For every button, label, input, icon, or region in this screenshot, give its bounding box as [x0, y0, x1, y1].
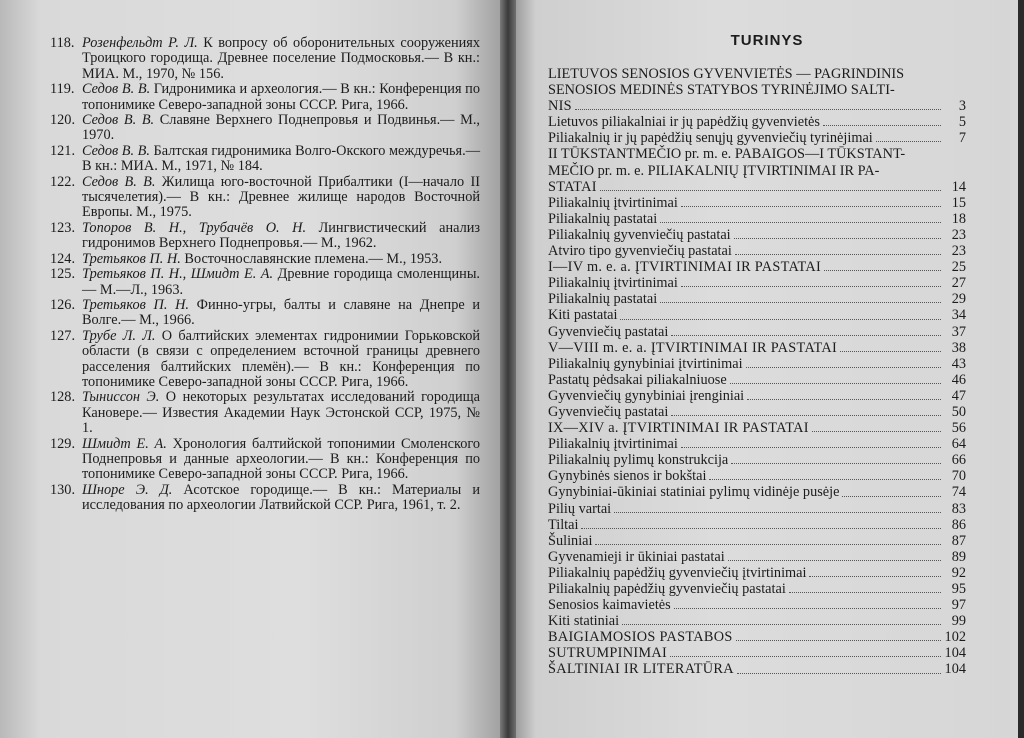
toc-entry: [548, 404, 966, 420]
toc-entry-title: Piliakalnių papėdžių gyvenviečių pastatai: [548, 581, 786, 597]
toc-entry-title: Piliakalnių įtvirtinimai: [548, 194, 678, 211]
toc-entry-title: Gyvenviečių pastatai: [548, 323, 669, 340]
toc-leader-dots: [709, 479, 941, 480]
toc-page-number: 23: [951, 243, 966, 260]
toc-entry-title: STATAI: [548, 178, 597, 195]
toc-leader-dots: [812, 431, 941, 432]
bibliography-entry: [50, 175, 480, 221]
entry-author: Трубе Л. Л.: [82, 327, 156, 344]
entry-citation: Жилища юго-восточной Прибалтики (I—начало II тысячелетия).— В кн.: Древнее жилище народов Восточной Европы. М., 1975.: [82, 173, 480, 221]
toc-heading-line: LIETUVOS SENOSIOS GYVENVIETĖS — PAGRINDINIS: [548, 66, 905, 82]
toc-entry: [548, 307, 966, 323]
entry-author: Шноре Э. Д.: [82, 481, 173, 498]
toc-entry-title: BAIGIAMOSIOS PASTABOS: [548, 629, 733, 646]
toc-entry-title: Piliakalnių pastatai: [548, 210, 658, 227]
toc-page-number: 97: [951, 597, 966, 614]
toc-entry: [548, 661, 966, 677]
toc-entry-title: Piliakalnių įtvirtinimai: [548, 436, 678, 453]
entry-author: Седов В. В.: [82, 81, 151, 98]
toc-leader-dots: [600, 190, 941, 191]
toc-leader-dots: [730, 383, 941, 384]
bibliography-list: [50, 36, 480, 514]
toc-leader-dots: [575, 109, 941, 110]
toc-entry: [548, 468, 966, 484]
entry-citation: О некоторых результатах исследований городища Кановере.— Известия Академии Наук Эстонской ССР, 1975, № 1.: [82, 389, 480, 437]
toc-heading-line: SENOSIOS MEDINĖS STATYBOS TYRINĖJIMO SALTI-: [548, 82, 895, 99]
toc-entry: [548, 195, 966, 211]
bibliography-entry: [50, 82, 480, 113]
bibliography-entry: [50, 483, 480, 514]
bibliography-entry: [50, 252, 480, 267]
bibliography-entry: [50, 437, 480, 483]
toc-leader-dots: [670, 656, 941, 657]
entry-citation: Финно-угры, балты и славяне на Днепре и Волге.— М., 1966.: [82, 296, 481, 329]
bibliography-entry: [50, 298, 480, 329]
toc-page-number: 89: [951, 548, 966, 565]
left-page: [0, 0, 506, 738]
entry-number: 122.: [50, 173, 76, 190]
entry-citation: Хронология балтийской топонимии Смоленского Поднепровья и данные археологии.— В кн.: Конференция по топонимике Северо-западной зоны СССР. Рига, 1966.: [82, 435, 480, 483]
toc-leader-dots: [674, 608, 941, 609]
toc-entry-title: SUTRUMPINIMAI: [548, 645, 668, 662]
toc-page-number: 66: [951, 452, 966, 469]
entry-text: [82, 113, 480, 144]
toc-entry-title: Gyvenviečių pastatai: [548, 403, 669, 420]
toc-heading-line: II TŪKSTANTMEČIO pr. m. e. PABAIGOS—I TŪKSTANT-: [548, 146, 906, 163]
toc-leader-dots: [614, 512, 941, 513]
toc-page-number: 3: [958, 98, 966, 115]
toc-page-number: 102: [944, 629, 966, 646]
toc-leader-dots: [842, 496, 941, 497]
toc-entry-title: I—IV m. e. a. ĮTVIRTINIMAI IR PASTATAI: [548, 259, 822, 276]
entry-number: 127.: [50, 327, 76, 344]
toc-entry: [548, 211, 966, 227]
entry-text: [82, 144, 480, 175]
toc-leader-dots: [681, 447, 941, 448]
entry-citation: О балтийских элементах гидронимии Горьковской области (в связи с определением всточной границы древнего расселения балтийских племён).— В кн.: Конференция по топонимике Северо-западной зоны СССР. Рига, 1966.: [82, 327, 480, 390]
bibliography-entry: [50, 36, 480, 82]
toc-entry-title: Pastatų pėdsakai piliakalniuose: [548, 371, 727, 388]
toc-page-number: 29: [951, 291, 966, 308]
toc-page-number: 86: [951, 516, 966, 533]
entry-author: Шмидт Е. А.: [82, 435, 167, 452]
entry-author: Тыниссон Э.: [82, 389, 160, 406]
toc-leader-dots: [824, 270, 941, 271]
toc-leader-dots: [620, 319, 941, 320]
toc-page-number: 25: [951, 259, 966, 276]
toc-entry: [548, 372, 966, 388]
toc-entry: [548, 130, 966, 146]
entry-text: [82, 36, 480, 82]
toc-entry: [548, 324, 966, 340]
entry-citation: Балтская гидронимика Волго-Окского междуречья.— В кн.: МИА. М., 1971, № 184.: [82, 142, 480, 175]
toc-leader-dots: [731, 463, 941, 464]
toc-entry-title: Atviro tipo gyvenviečių pastatai: [548, 243, 732, 260]
entry-number: 121.: [50, 142, 76, 159]
toc-entry: [548, 340, 966, 356]
toc-entry-title: Šuliniai: [548, 532, 593, 549]
toc-entry-title: Kiti pastatai: [548, 307, 618, 324]
toc-entry: [548, 484, 966, 500]
bibliography-entry: [50, 221, 480, 252]
toc-entry: [548, 98, 966, 114]
entry-number: 125.: [50, 266, 76, 283]
toc-entry-title: Gyvenviečių gynybiniai įrenginiai: [548, 387, 745, 404]
toc-entry-title: Pilių vartai: [548, 500, 612, 517]
toc-entry: [548, 114, 966, 130]
entry-text: [82, 390, 480, 436]
toc-page-number: 104: [944, 661, 966, 678]
toc-entry-title: Kiti statiniai: [548, 613, 620, 630]
entry-citation: К вопросу об оборонительных сооружениях Троицкого городища. Древнее поселение Подмосковья.— В кн.: МИА. М., 1970, № 156.: [82, 35, 480, 82]
toc-leader-dots: [671, 335, 941, 336]
toc-page-number: 95: [951, 581, 966, 597]
entry-number: 124.: [50, 250, 76, 267]
toc-leader-dots: [809, 576, 941, 577]
entry-text: [82, 82, 480, 113]
entry-number: 123.: [50, 219, 76, 236]
toc-leader-dots: [823, 125, 941, 126]
toc-entry: [548, 613, 966, 629]
toc-leader-dots: [736, 640, 941, 641]
toc-page-number: 5: [958, 114, 966, 131]
entry-author: Розенфельдт Р. Л.: [82, 35, 198, 51]
toc-entry: [548, 565, 966, 581]
toc-entry-title: Piliakalnių papėdžių gyvenviečių įtvirtinimai: [548, 564, 807, 581]
toc-leader-dots: [728, 560, 941, 561]
toc-page-number: 15: [951, 194, 966, 211]
bibliography-entry: [50, 113, 480, 144]
toc-entry: [548, 243, 966, 259]
toc-page-number: 14: [951, 178, 966, 195]
toc-entry: [548, 452, 966, 468]
toc-page-number: 74: [951, 484, 966, 501]
toc-entry: [548, 645, 966, 661]
toc-entry-title: Tiltai: [548, 516, 579, 533]
entry-text: [82, 437, 480, 483]
toc-title: TURINYS: [730, 32, 804, 49]
toc-entry-title: Piliakalnių įtvirtinimai: [548, 275, 678, 292]
toc-page-number: 18: [951, 210, 966, 227]
entry-author: Третьяков П. Н.: [82, 296, 189, 313]
toc-entry-title: ŠALTINIAI IR LITERATŪRA: [548, 661, 734, 678]
toc-leader-dots: [734, 238, 941, 239]
toc-entry: [548, 629, 966, 645]
bibliography-entry: [50, 390, 480, 436]
toc-entry: [548, 436, 966, 452]
toc-entry-title: Piliakalnių gynybiniai įtvirtinimai: [548, 355, 743, 372]
toc-entry: [548, 259, 966, 275]
toc-leader-dots: [746, 367, 941, 368]
toc-leader-dots: [581, 528, 941, 529]
entry-text: [82, 483, 480, 514]
toc-leader-dots: [595, 544, 941, 545]
toc-leader-dots: [747, 399, 941, 400]
page-edge: [1018, 0, 1024, 738]
toc-page-number: 56: [951, 420, 966, 437]
toc-leader-dots: [737, 673, 941, 674]
entry-citation: Асотское городище.— В кн.: Материалы и исследования по археологии Латвийской ССР. Рига, 1961, т. 2.: [82, 481, 480, 514]
entry-author: Третьяков П. Н.: [82, 250, 181, 267]
toc-entry: [548, 581, 966, 597]
toc-entry: [548, 356, 966, 372]
toc-page-number: 50: [951, 403, 966, 420]
toc-entry-title: V—VIII m. e. a. ĮTVIRTINIMAI IR PASTATAI: [548, 339, 838, 356]
toc-leader-dots: [660, 222, 941, 223]
entry-number: 119.: [50, 81, 75, 98]
toc-page-number: 38: [951, 339, 966, 356]
entry-text: [82, 298, 480, 329]
toc-leader-dots: [671, 415, 941, 416]
entry-citation: Древние городища смоленщины.— М.—Л., 1963.: [82, 266, 480, 298]
toc-entry: [548, 501, 966, 517]
book-gutter: [500, 0, 516, 738]
entry-author: Седов В. В.: [82, 142, 150, 159]
toc-page-number: 27: [951, 275, 966, 292]
toc-leader-dots: [660, 302, 941, 303]
entry-author: Топоров В. Н., Трубачёв О. Н.: [82, 219, 307, 236]
toc-page-number: 46: [951, 371, 966, 388]
toc-entry: [548, 533, 966, 549]
entry-author: Седов В. В.: [82, 112, 155, 129]
entry-citation: Славяне Верхнего Поднепровья и Подвинья.— М., 1970.: [82, 112, 480, 144]
toc-page-number: 47: [951, 387, 966, 404]
entry-text: [82, 252, 480, 267]
toc-page-number: 37: [951, 323, 966, 340]
entry-author: Седов В. В.: [82, 173, 156, 190]
toc-entry: [548, 597, 966, 613]
toc-page-number: 34: [951, 307, 966, 324]
toc-page-number: 43: [951, 355, 966, 372]
toc-entry: [548, 227, 966, 243]
bibliography-entry: [50, 267, 480, 298]
toc-entry-title: Lietuvos piliakalniai ir jų papėdžių gyvenvietės: [548, 114, 820, 131]
toc-page-number: 92: [951, 564, 966, 581]
toc-page-number: 64: [951, 436, 966, 453]
toc-page-number: 7: [958, 130, 966, 147]
toc-page-number: 104: [944, 645, 966, 662]
toc-entry-title: Piliakalnių pastatai: [548, 291, 658, 308]
entry-citation: Восточнославянские племена.— М., 1953.: [180, 250, 443, 267]
entry-text: [82, 175, 480, 221]
entry-number: 129.: [50, 435, 76, 452]
toc-entry: [548, 549, 966, 565]
toc-page-number: 70: [951, 468, 966, 485]
toc-leader-dots: [789, 592, 941, 593]
entry-number: 120.: [50, 112, 76, 129]
toc-heading-line: MEČIO pr. m. e. PILIAKALNIŲ ĮTVIRTINIMAI IR PA-: [548, 162, 880, 179]
toc-page-number: 87: [951, 532, 966, 549]
entry-text: [82, 329, 480, 391]
table-of-contents: [548, 66, 966, 678]
toc-entry-title: Gynybinės sienos ir bokštai: [548, 468, 707, 485]
toc-entry-title: Piliakalnių gyvenviečių pastatai: [548, 226, 731, 243]
entry-number: 128.: [50, 389, 76, 406]
entry-citation: Лингвистический анализ гидронимов Верхнего Поднепровья.— М., 1962.: [82, 219, 481, 252]
toc-entry-title: Gyvenamieji ir ūkiniai pastatai: [548, 548, 725, 565]
toc-entry: [548, 291, 966, 307]
entry-author: Третьяков П. Н., Шмидт Е. А.: [82, 266, 274, 283]
entry-number: 130.: [50, 481, 76, 498]
entry-citation: Гидронимика и археология.— В кн.: Конференция по топонимике Северо-западной зоны СССР. Рига, 1966.: [82, 81, 480, 113]
toc-entry-title: Senosios kaimavietės: [548, 597, 671, 614]
toc-leader-dots: [622, 624, 941, 625]
toc-entry: [548, 517, 966, 533]
toc-page-number: 23: [951, 226, 966, 243]
toc-entry-title: Piliakalnių pylimų konstrukcija: [548, 452, 729, 469]
toc-leader-dots: [876, 141, 941, 142]
toc-leader-dots: [681, 206, 941, 207]
bibliography-entry: [50, 329, 480, 391]
entry-number: 118.: [50, 35, 75, 51]
toc-entry-title: Piliakalnių ir jų papėdžių senųjų gyvenviečių tyrinėjimai: [548, 130, 873, 147]
toc-entry: [548, 275, 966, 291]
toc-entry: [548, 179, 966, 195]
bibliography-entry: [50, 144, 480, 175]
toc-leader-dots: [840, 351, 941, 352]
toc-entry-title: IX—XIV a. ĮTVIRTINIMAI IR PASTATAI: [548, 420, 809, 437]
toc-entry: [548, 420, 966, 436]
toc-entry-title: Gynybiniai-ūkiniai statiniai pylimų vidinėje pusėje: [548, 484, 840, 501]
toc-entry-title: NIS: [548, 98, 572, 115]
toc-page-number: 83: [951, 500, 966, 517]
toc-leader-dots: [735, 254, 941, 255]
entry-text: [82, 221, 480, 252]
entry-text: [82, 267, 480, 298]
entry-number: 126.: [50, 296, 76, 313]
toc-leader-dots: [681, 286, 941, 287]
toc-page-number: 99: [951, 613, 966, 630]
toc-entry: [548, 388, 966, 404]
